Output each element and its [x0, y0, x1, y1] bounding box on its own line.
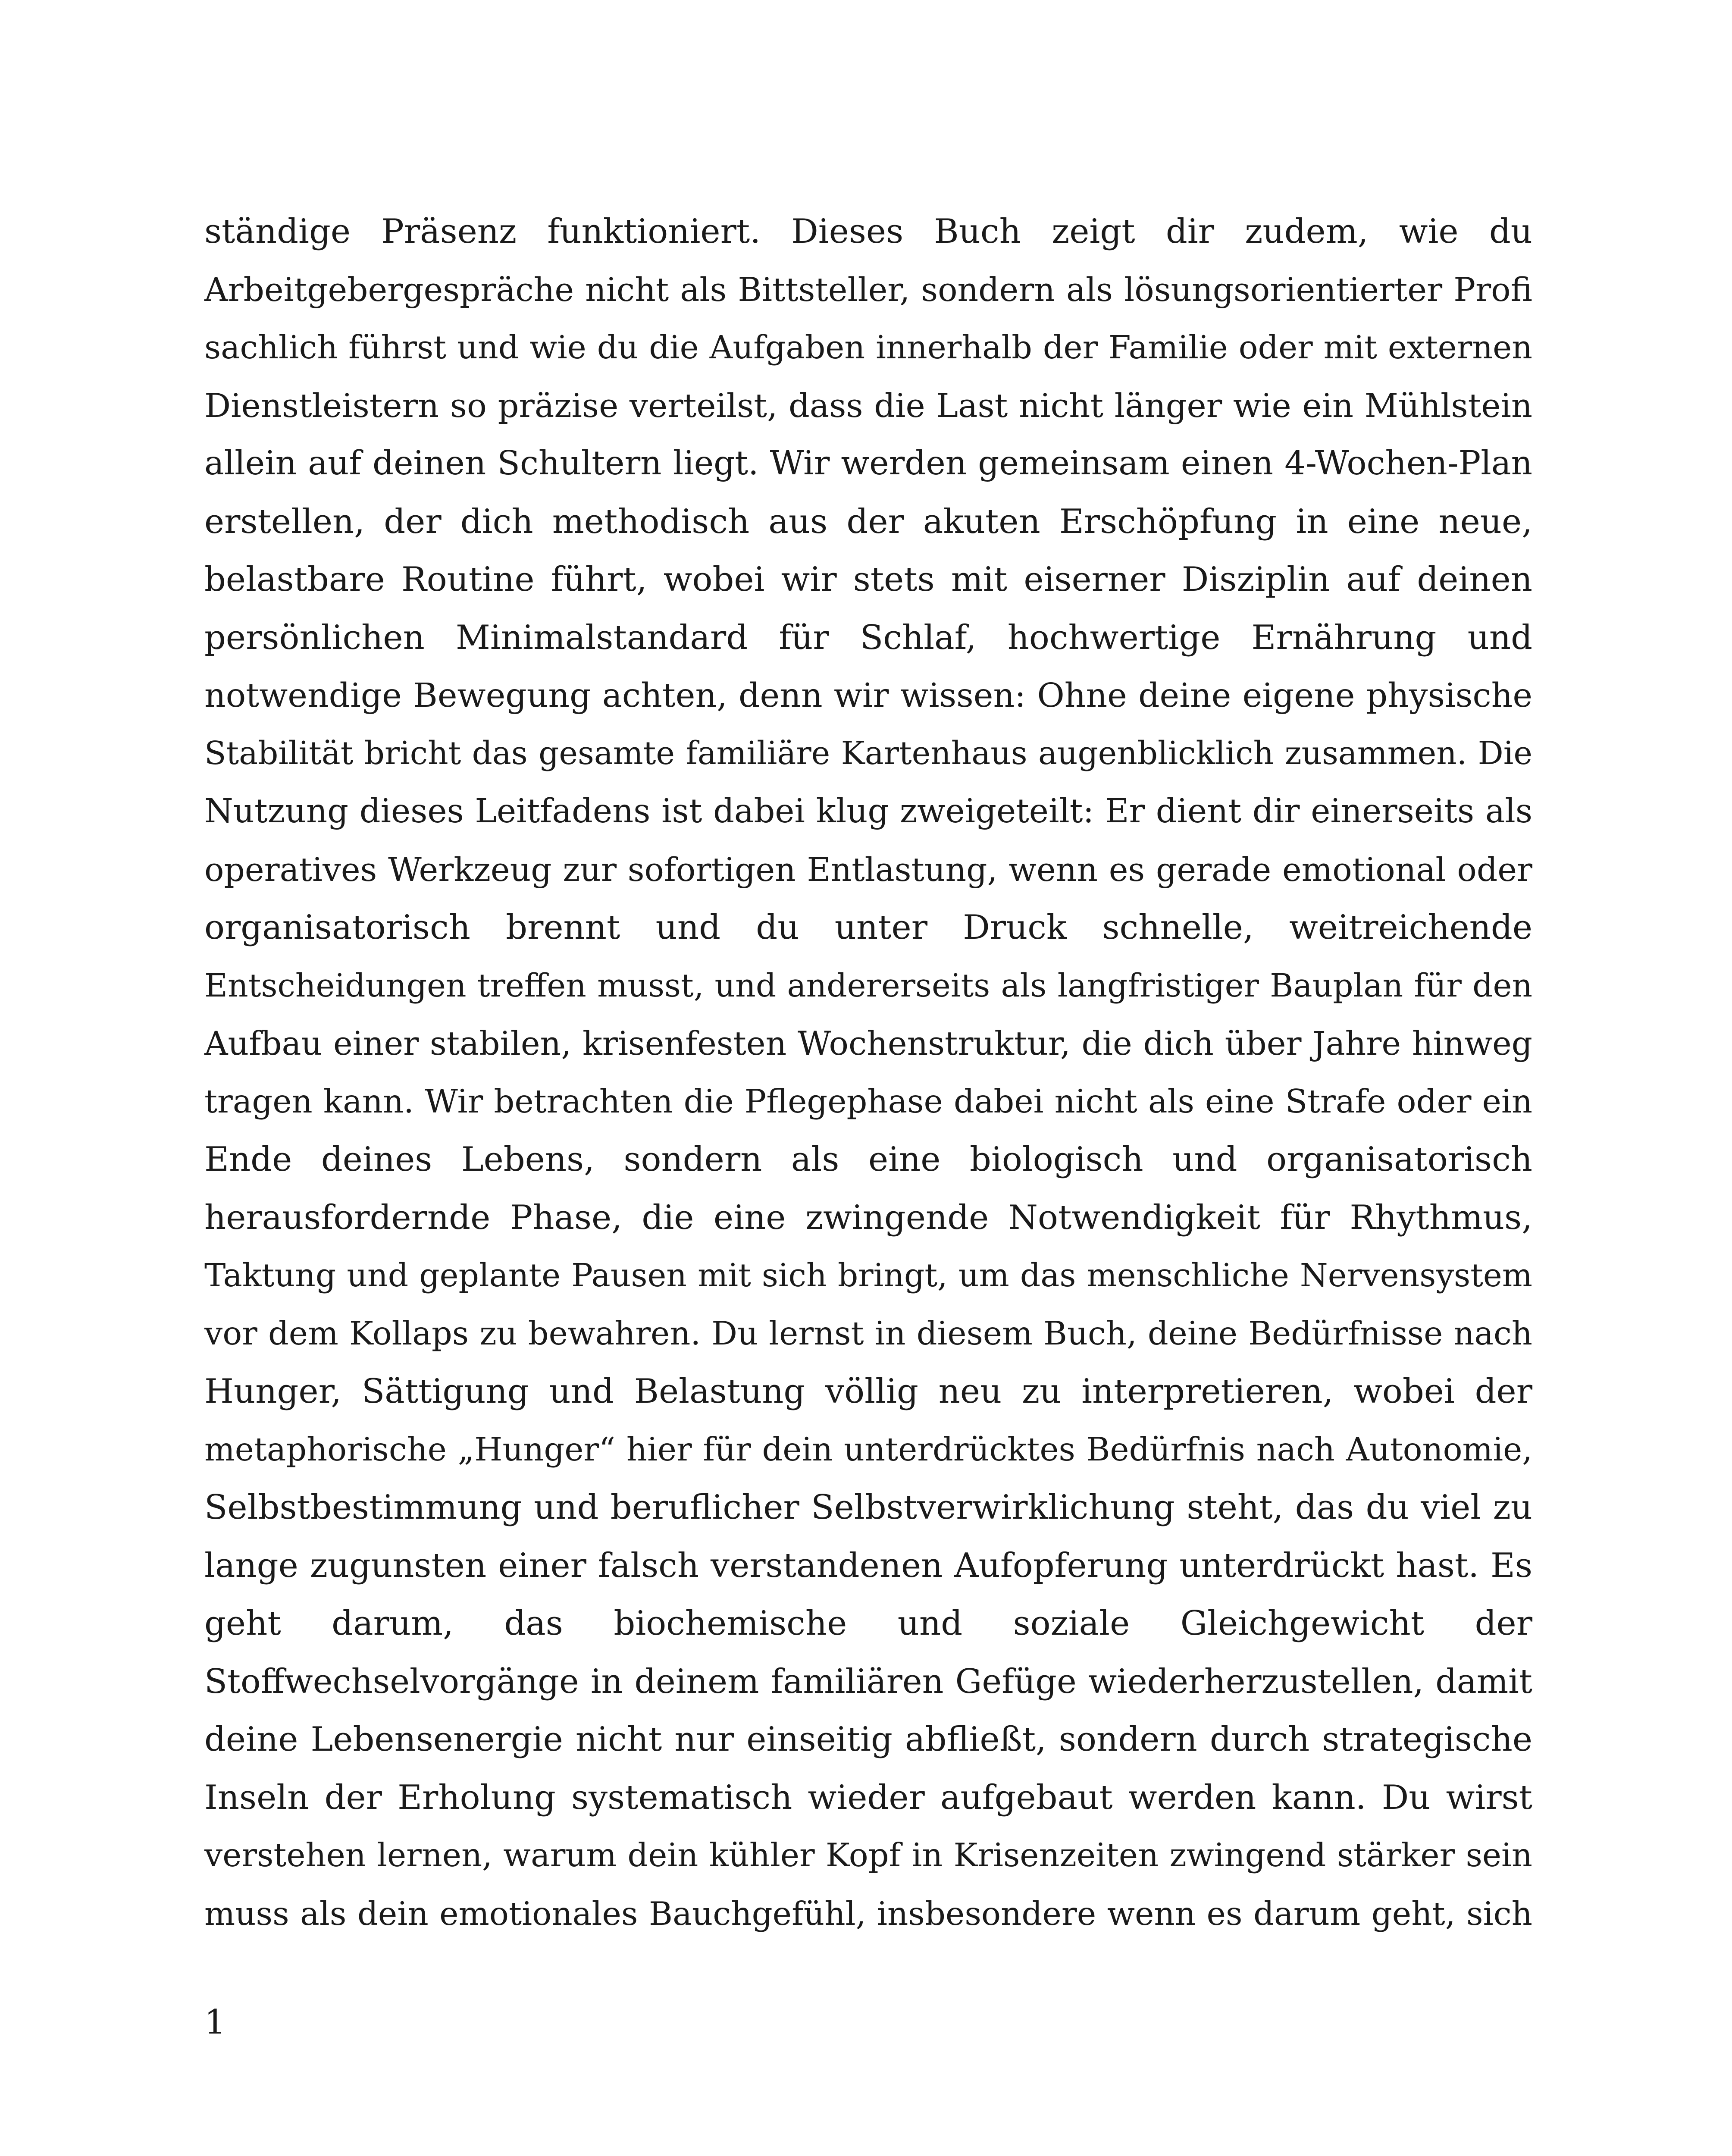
text-line: Stoffwechselvorgänge in deinem familiären Gefüge wiederherzustellen, damit [204, 1662, 1532, 1701]
text-line: Stabilität bricht das gesamte familiäre Kartenhaus augenblicklich zusammen. Die [204, 735, 1532, 772]
text-line: vor dem Kollaps zu bewahren. Du lernst in diesem Buch, deine Bedürfnisse nach [204, 1314, 1532, 1352]
text-line: Inseln der Erholung systematisch wieder aufgebaut werden kann. Du wirst [204, 1778, 1532, 1817]
text-line: erstellen, der dich methodisch aus der akuten Erschöpfung in eine neue, [204, 502, 1532, 541]
text-line: geht darum, das biochemische und soziale Gleichgewicht der [204, 1604, 1532, 1643]
text-line: tragen kann. Wir betrachten die Pflegephase dabei nicht als eine Strafe oder ein [204, 1082, 1532, 1120]
text-line: Aufbau einer stabilen, krisenfesten Wochenstruktur, die dich über Jahre hinweg [204, 1025, 1532, 1062]
page-number: 1 [204, 2003, 226, 2042]
text-line: notwendige Bewegung achten, denn wir wissen: Ohne deine eigene physische [204, 676, 1532, 715]
text-line: Taktung und geplante Pausen mit sich bringt, um das menschliche Nervensystem [204, 1257, 1532, 1294]
body-text [204, 203, 1532, 1943]
text-line: Hunger, Sättigung und Belastung völlig neu zu interpretieren, wobei der [204, 1372, 1532, 1411]
text-line: sachlich führst und wie du die Aufgaben innerhalb der Familie oder mit externen [204, 329, 1532, 366]
text-line: Arbeitgebergespräche nicht als Bittsteller, sondern als lösungsorientierter Profi [204, 270, 1532, 309]
text-line: Ende deines Lebens, sondern als eine biologisch und organisatorisch [204, 1140, 1532, 1179]
text-line: metaphorische „Hunger“ hier für dein unterdrücktes Bedürfnis nach Autonomie, [204, 1430, 1532, 1468]
text-line: verstehen lernen, warum dein kühler Kopf in Krisenzeiten zwingend stärker sein [204, 1836, 1532, 1874]
text-line: Nutzung dieses Leitfadens ist dabei klug zweigeteilt: Er dient dir einerseits als [204, 792, 1532, 830]
text-line: lange zugunsten einer falsch verstandenen Aufopferung unterdrückt hast. Es [204, 1546, 1532, 1585]
text-line: belastbare Routine führt, wobei wir stets mit eiserner Disziplin auf deinen [204, 560, 1532, 599]
text-line: ständige Präsenz funktioniert. Dieses Buch zeigt dir zudem, wie du [204, 212, 1532, 251]
text-line: allein auf deinen Schultern liegt. Wir werden gemeinsam einen 4-Wochen-Plan [204, 444, 1532, 483]
text-line: organisatorisch brennt und du unter Druck schnelle, weitreichende [204, 908, 1532, 947]
text-line: Dienstleistern so präzise verteilst, dass die Last nicht länger wie ein Mühlstein [204, 386, 1532, 425]
text-line: Entscheidungen treffen musst, und andererseits als langfristiger Bauplan für den [204, 967, 1532, 1004]
text-line: muss als dein emotionales Bauchgefühl, insbesondere wenn es darum geht, sich [204, 1894, 1532, 1933]
text-line: Selbstbestimmung und beruflicher Selbstverwirklichung steht, das du viel zu [204, 1488, 1532, 1527]
text-line: operatives Werkzeug zur sofortigen Entlastung, wenn es gerade emotional oder [204, 850, 1532, 889]
text-line: herausfordernde Phase, die eine zwingende Notwendigkeit für Rhythmus, [204, 1198, 1532, 1237]
text-line: persönlichen Minimalstandard für Schlaf, hochwertige Ernährung und [204, 618, 1532, 657]
text-line: deine Lebensenergie nicht nur einseitig abfließt, sondern durch strategische [204, 1720, 1532, 1759]
